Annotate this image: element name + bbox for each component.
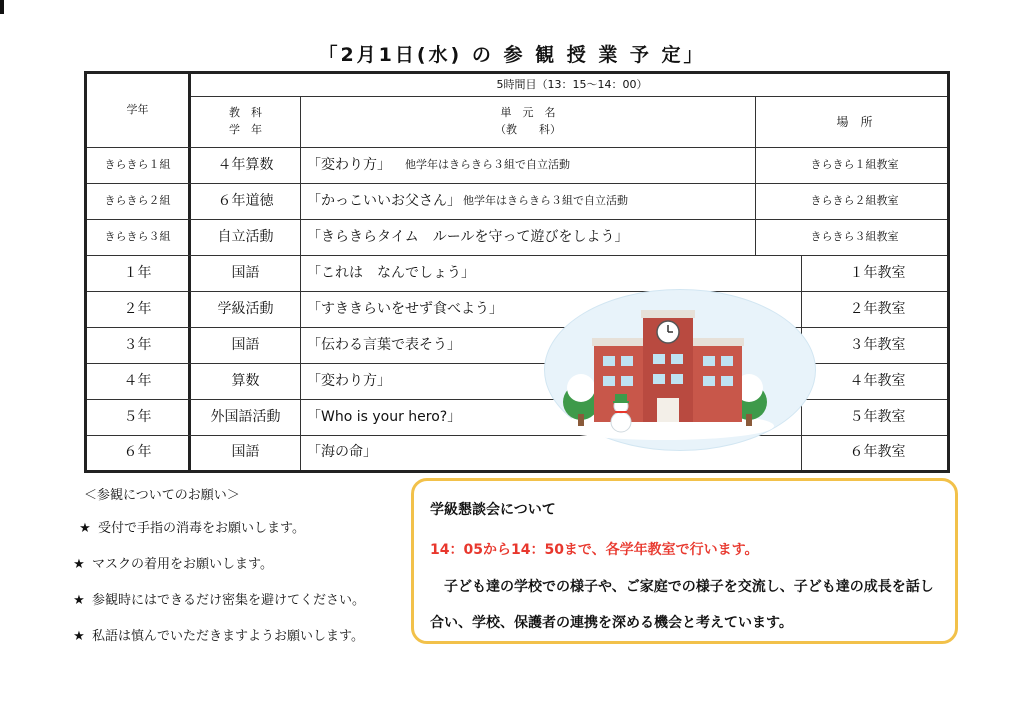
period-header: 5時間目（13：15～14：00） [496, 77, 648, 91]
row-place: ５年教室 [849, 408, 906, 425]
unit-header-line1: 単 元 名 [500, 106, 556, 119]
row-subject: 自立活動 [217, 228, 274, 245]
row-place: ６年教室 [849, 444, 906, 460]
row-unit [307, 147, 755, 183]
row-unit: 「これは なんでしょう」 [307, 264, 475, 281]
row-place: ４年教室 [849, 372, 906, 389]
visit-request-text: 受付で手指の消毒をお願いします。 [98, 521, 305, 536]
visit-request-item [66, 553, 273, 572]
star-icon: ★ [73, 629, 85, 644]
visit-requests [72, 484, 402, 503]
visit-request-text: マスクの着用をお願いします。 [92, 557, 273, 572]
row-subject: 国語 [231, 264, 260, 281]
visit-request-item [72, 517, 305, 536]
row-subject: 算数 [231, 372, 260, 389]
row-place: きらきら２組教室 [810, 193, 899, 207]
row-subject: ４年算数 [217, 156, 274, 173]
row-grade: きらきら３組 [104, 229, 171, 243]
class-meeting-body: 子ども達の学校での様子や、ご家庭での様子を交流し、子ども達の成長を話し合い、学校、保護者の連携を深める機会と考えています。 [430, 579, 934, 631]
corner-mark [0, 0, 4, 14]
row-subject: 学級活動 [217, 300, 274, 317]
grade-header: 学年 [126, 103, 149, 117]
unit-header [301, 96, 755, 147]
subject-header [191, 96, 300, 147]
row-unit: 「すききらいをせず食べよう」 [307, 300, 503, 317]
row-unit-note: 他学年はきらきら３組で自立活動 [463, 193, 628, 207]
subject-header-line1: 教 科 [229, 106, 262, 119]
row-unit: 「Who is your hero?」 [307, 408, 462, 425]
row-unit [307, 183, 755, 219]
row-grade: ６年 [123, 444, 152, 460]
visit-request-item [66, 625, 364, 644]
row-unit: 「変わり方」 [307, 372, 391, 389]
row-grade: きらきら２組 [104, 193, 171, 207]
row-subject: 国語 [231, 444, 260, 460]
row-unit: 「海の命」 [307, 444, 377, 460]
row-grade: ５年 [123, 408, 152, 425]
class-meeting-time: 14：05から14：50まで、各学年教室で行います。 [430, 542, 759, 558]
row-grade: ２年 [123, 300, 152, 317]
row-unit-title: 「かっこいいお父さん」 [307, 192, 461, 209]
row-place: ３年教室 [849, 336, 906, 353]
class-meeting-box [411, 478, 958, 644]
row-place: きらきら３組教室 [810, 229, 899, 243]
row-grade: ３年 [123, 336, 152, 353]
subject-header-line2: 学 年 [229, 122, 262, 136]
visit-request-item [66, 589, 365, 608]
star-icon: ★ [73, 593, 85, 608]
visit-request-text: 参観時にはできるだけ密集を避けてください。 [92, 593, 366, 608]
row-place: きらきら１組教室 [810, 157, 899, 171]
page-title: 「2月1日(水) の 参 観 授 業 予 定」 [318, 44, 706, 66]
row-subject: 国語 [231, 336, 260, 353]
unit-header-line2: （教 科） [495, 122, 561, 136]
visit-request-text: 私語は慎んでいただきますようお願いします。 [92, 629, 364, 644]
row-unit-note: 他学年はきらきら３組で自立活動 [405, 157, 570, 171]
row-subject: 外国語活動 [210, 408, 281, 425]
star-icon: ★ [73, 557, 85, 572]
row-place: ２年教室 [849, 300, 906, 317]
visit-requests-title: ＜参観についてのお願い＞ [84, 488, 240, 503]
class-meeting-title: 学級懇談会について [430, 502, 556, 518]
row-unit: 「伝わる言葉で表そう」 [307, 336, 461, 353]
row-grade: きらきら１組 [104, 157, 171, 171]
place-header: 場 所 [836, 114, 873, 129]
row-unit-title: 「変わり方」 [307, 156, 391, 173]
schedule-table [84, 71, 950, 473]
vline [300, 96, 301, 470]
row-grade: ４年 [123, 372, 152, 389]
row-grade: １年 [123, 264, 152, 281]
star-icon: ★ [79, 521, 91, 536]
row-unit: 「きらきらタイム ルールを守って遊びをしよう」 [307, 228, 629, 245]
row-place: １年教室 [849, 264, 906, 281]
row-subject: ６年道徳 [217, 192, 274, 209]
